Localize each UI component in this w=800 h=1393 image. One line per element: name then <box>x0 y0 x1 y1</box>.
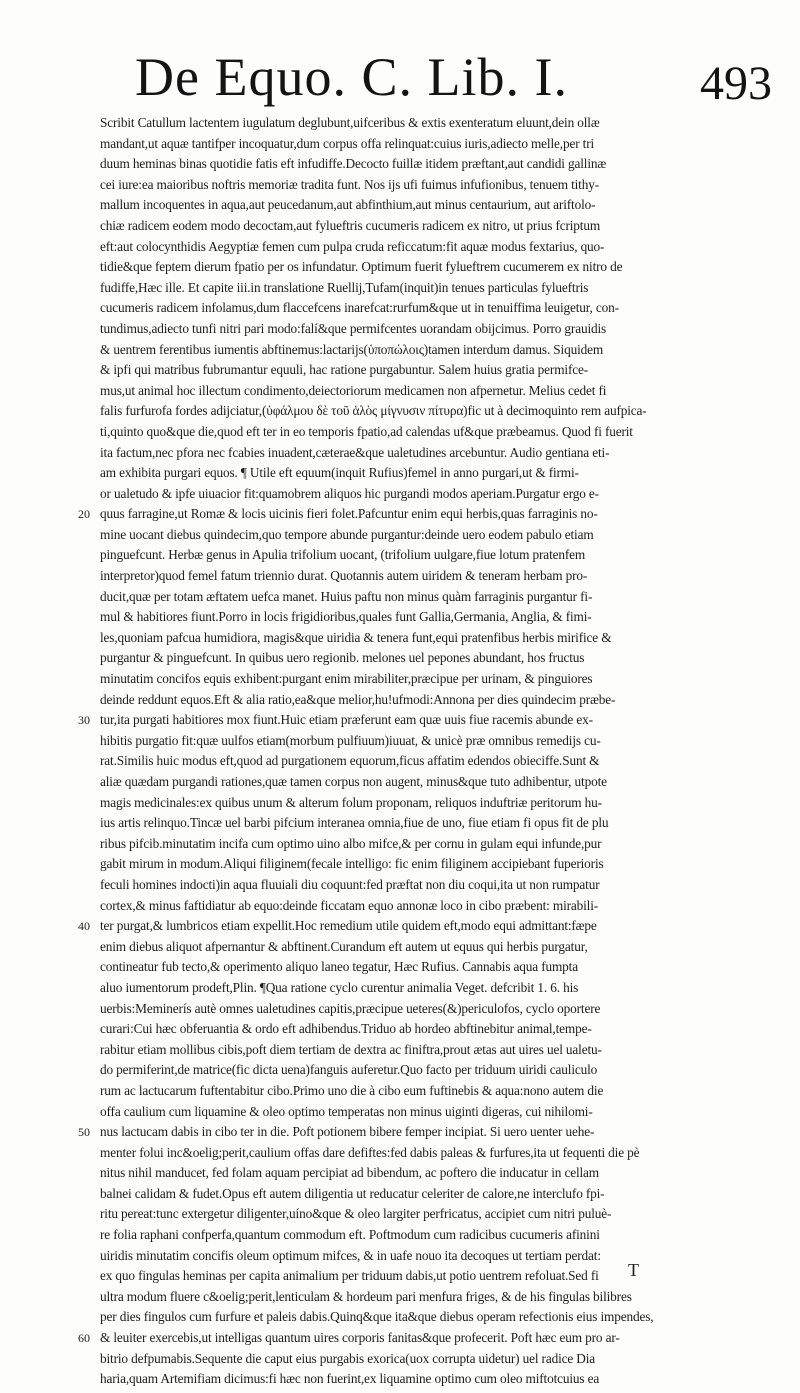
line-number: 60 <box>78 1331 90 1346</box>
text-line: curari:Cui hæc obferuantia & ordo eft adhibendus.Triduo ab hordeo abftinebitur animal,tempe- <box>100 1021 592 1037</box>
text-line: re folia raphani confperfa,quantum commodum eft. Poftmodum cum radicibus cucumeris afinini <box>100 1227 600 1243</box>
line-number: 20 <box>78 507 90 522</box>
page-number: 493 <box>700 57 772 110</box>
text-line: aliæ quædam purgandi rationes,quæ tamen corpus non augent, minus&que tuto adhibentur, utpote <box>100 774 607 789</box>
text-block <box>100 113 790 1390</box>
text-line: ius artis relinquo.Tincæ uel barbi pifcium interanea omnia,fiue de uno, fiue etiam fi opus fit de plu <box>100 815 609 831</box>
text-line: minutatim concifos equis exhibent:purgant enim mirabiliter,præcipue per urinam, & pinguiores <box>100 671 593 687</box>
text-line: uiridis minutatim concifis oleum optimum mifces, & in uafe nouo ita decoques ut tertiam perdat: <box>100 1247 601 1263</box>
text-line: chiæ radicem eodem modo decoctam,aut fylueftris cucumeris radicem ex nitro, ut prius fcriptum <box>100 217 601 233</box>
text-line: nus lactucam dabis in cibo ter in die. Poft potionem bibere femper incipiat. Si uero uenter uehe- <box>100 1124 595 1140</box>
text-line: cucumeris radicem infolamus,dum flaccefcens inarefcat:rurfum&que ut in tenuiffima leuigetur, con- <box>100 300 619 316</box>
text-line: duum heminas binas quotidie fatis eft infudiffe.Decocto fuillæ itidem præftant,aut candidi gallinæ <box>100 156 607 172</box>
text-line: uerbis:Meminerís autè omnes ualetudines capitis,præcipue ueteres(&)periculofos, cyclo oportere <box>100 1000 601 1016</box>
text-line: feculi homines indocti)in aqua fluuiali diu coquunt:fed præftat non diu coqui,ita ut non rumpatur <box>100 876 600 892</box>
text-line: quus farragine,ut Romæ & locis uicinis fieri folet.Pafcuntur enim equi herbis,quas farraginis no- <box>100 506 598 522</box>
text-line: falis furfurofa fordes adijciatur,(ὑφάλμου δὲ τοῦ ἁλὸς μίγνυσιν πίτυρα)fic ut à decimoquinto rem aufpica- <box>100 403 647 419</box>
text-line: mandant,ut aquæ tantifper incoquatur,dum corpus offa relinquat:cuius iuris,adiecto melle,per tri <box>100 135 595 151</box>
text-line: les,quoniam pafcua humidiora, magis&que uiridia & tenera funt,equi pratenfibus herbis mirifice & <box>100 629 612 645</box>
line-number: 50 <box>78 1125 90 1140</box>
text-line: fudiffe,Hæc ille. Et capite iii.in translatione Ruellij,Tufam(inquit)in tenues particulas fylueftris <box>100 279 589 295</box>
text-line: cortex,& minus faftidiatur ab equo:deinde ficcatam equo annonæ loco in cibo præbent: mirabili- <box>100 897 599 913</box>
text-line: & leuiter exercebis,ut intelligas quantum uires corporis fanitas&que profecerit. Poft hæc eum pro ar- <box>100 1330 620 1346</box>
text-line: ribus pifcib.minutatim incifa cum optimo uino albo mifce,& per cornu in gulam equi infunde,pur <box>100 835 602 851</box>
text-line: tidie&que feptem dierum fpatio per os infundatur. Optimum fuerit fylueftrem cucumerem ex nitro de <box>100 259 623 275</box>
text-line: am exhibita purgari equos. ¶ Utile eft equum(inquit Rufius)femel in anno purgari,ut & firmi- <box>100 465 579 481</box>
text-line: haria,quam Artemifiam dicimus:fi hæc non fuerint,ex liquamine optimo cum oleo miftotcuius ea <box>100 1371 600 1387</box>
text-line: ultra modum fluere c&oelig;perit,lenticulam & hordeum pari menfura friges, & de his fingulas bilibres <box>100 1288 632 1304</box>
text-line: rum ac lactucarum fuftentabitur cibo.Primo uno die à cibo eum fuftinebis & aqua:nono autem die <box>100 1082 604 1098</box>
text-line: ducit,quæ per totam æftatem uefca manet. Huius paftu non minus quàm farraginis purgantur fi- <box>100 588 593 604</box>
text-line: hibitis purgatio fit:quæ uulfos etiam(morbum pulfiuum)iuuat, & unicè præ omnibus remedijs cu- <box>100 732 601 748</box>
text-line: per dies fingulos cum furfure et paleis dabis.Quinq&que ita&que diebus operam refectionis eius impendes, <box>100 1309 654 1325</box>
text-line: do permiferint,de matrice(fic dicta uena)fanguis auferetur.Quo facto per triduum uiridi cauliculo <box>100 1062 598 1078</box>
text-line: cei iure:ea maioribus noftris memoriæ tradita funt. Nos ijs ufi fuimus infufionibus, tenuem tithy- <box>100 176 599 192</box>
text-line: magis medicinales:ex quibus unum & alterum folum proponam, reliquos induftriæ peritorum hu- <box>100 794 602 810</box>
text-line: tundimus,adiecto tunfi nitri pari modo:falí&que permifcentes uorandam obijcimus. Porro grauidis <box>100 320 607 336</box>
text-line: nitus nihil manducet, fed folam aquam percipiat ad bibendum, ac poftero die inducatur in cellam <box>100 1165 599 1181</box>
text-line: gabit mirum in modum.Aliqui filiginem(fecale intelligo: fic enim filiginem accipiebant fuperioris <box>100 856 604 872</box>
text-line: purgantur & pinguefcunt. In quibus uero regionib. melones uel pepones abundant, hos fructus <box>100 650 585 666</box>
running-title: De Equo. C. Lib. I. <box>135 47 568 107</box>
text-line: deinde reddunt equos.Eft & alia ratio,ea&que melior,hu!ufmodi:Annona per dies quindecim præbe- <box>100 691 616 707</box>
text-line: contineatur fub tecto,& operimento aliquo laneo tegatur, Hæc Rufius. Cannabis aqua fumpta <box>100 959 578 975</box>
text-line: eft:aut colocynthidis Aegyptiæ femen cum pulpa cruda reficcatum:fit aquæ modus fextarius, quo- <box>100 238 605 254</box>
text-line: mine uocant diebus quindecim,quo tempore abunde purgantur:deinde uero eodem pabulo etiam <box>100 526 594 542</box>
text-line: rabitur etiam mollibus cibis,poft diem tertiam de dextra ac finiftra,prout ætas aut uires uel ualetu- <box>100 1041 602 1057</box>
text-line: tur,ita purgati habitiores mox fiunt.Huic etiam præferunt eam quæ uuis fiue racemis abunde ex- <box>100 712 593 728</box>
text-line: interpretor)quod femel fatum triennio durat. Quotannis autem uiridem & teneram herbam pro- <box>100 568 588 584</box>
text-line: Scribit Catullum lactentem iugulatum deglubunt,uifceribus & extis exenteratum eluunt,dein ollæ <box>100 115 600 130</box>
text-line: & uentrem ferentibus iumentis abftinemus:lactarijs(ὑποπώλοις)tamen interdum damus. Siquidem <box>100 341 604 357</box>
text-line: or ualetudo & ipfe uiuacior fit:quamobrem aliquos hic purgandi modos aperiam.Purgatur ergo e- <box>100 485 599 501</box>
text-line: mul & habitiores fiunt.Porro in locis frigidioribus,quales funt Gallia,Germania, Anglia, & fimi- <box>100 609 592 625</box>
text-line: pinguefcunt. Herbæ genus in Apulia trifolium uocant, (trifolium uulgare,fiue lotum pratenfem <box>100 547 586 563</box>
text-line: & ipfi qui matribus fubrumantur equuli, hac ratione purgabuntur. Salem huius gratia permifce- <box>100 362 589 378</box>
signature-mark: T <box>628 1260 639 1280</box>
text-line: ex quo fingulas heminas per capita animalium per triduum dabis,ut potio uentrem refoluat.Sed fi <box>100 1268 599 1284</box>
text-line: mallum incoquentes in aqua,aut peucedanum,aut abfinthium,aut minus centaurium, aut ariftolo- <box>100 197 596 213</box>
text-line: ti,quinto quo&que die,quod eft ter in eo temporis fpatio,ad calendas uf&que præbeamus. Quod fi fuerit <box>100 423 633 439</box>
text-line: offa caulium cum liquamine & oleo optimo temperatas non minus uiginti digeras, cui nihilomi- <box>100 1103 593 1119</box>
text-line: menter folui inc&oelig;perit,caulium offas dare defiftes:fed dabis paleas & furfures,ita ut fequenti die pè <box>100 1144 640 1160</box>
line-number: 30 <box>78 713 90 728</box>
text-line: ritu pereat:tunc extergetur diligenter,uíno&que & oleo largiter perfricatus, accipiet cum nitri puluè- <box>100 1206 612 1222</box>
text-line: aluo iumentorum prodeft,Plin. ¶Qua ratione cyclo curentur animalia Veget. defcribit 1. 6. his <box>100 979 579 995</box>
line-number: 40 <box>78 919 90 934</box>
text-line: bitrio defpumabis.Sequente die caput eius purgabis exorica(uox corrupta uidetur) uel radice Dia <box>100 1350 596 1366</box>
text-line: ita factum,nec pfora nec fcabies inuadent,cæterae&que ualetudines arcebuntur. Audio gentiana eti- <box>100 444 610 460</box>
text-line: balnei calidam & fudet.Opus eft autem diligentia ut reducatur celeriter de calore,ne interclufo fpi- <box>100 1185 605 1201</box>
text-line: ter purgat,& lumbricos etiam expellit.Hoc remedium utile quidem eft,modo equi admittant:fæpe <box>100 918 597 934</box>
text-line: rat.Similis huic modus eft,quod ad purgationem equorum,ficus affatim edendos obieciffe.Sunt & <box>100 753 600 769</box>
text-line: enim diebus aliquot afpernantur & abftinent.Curandum eft autem ut equus qui herbis purgatur, <box>100 938 588 954</box>
text-line: mus,ut animal hoc illectum condimento,deiectoriorum medicamen non afpernetur. Melius cedet fi <box>100 382 607 398</box>
